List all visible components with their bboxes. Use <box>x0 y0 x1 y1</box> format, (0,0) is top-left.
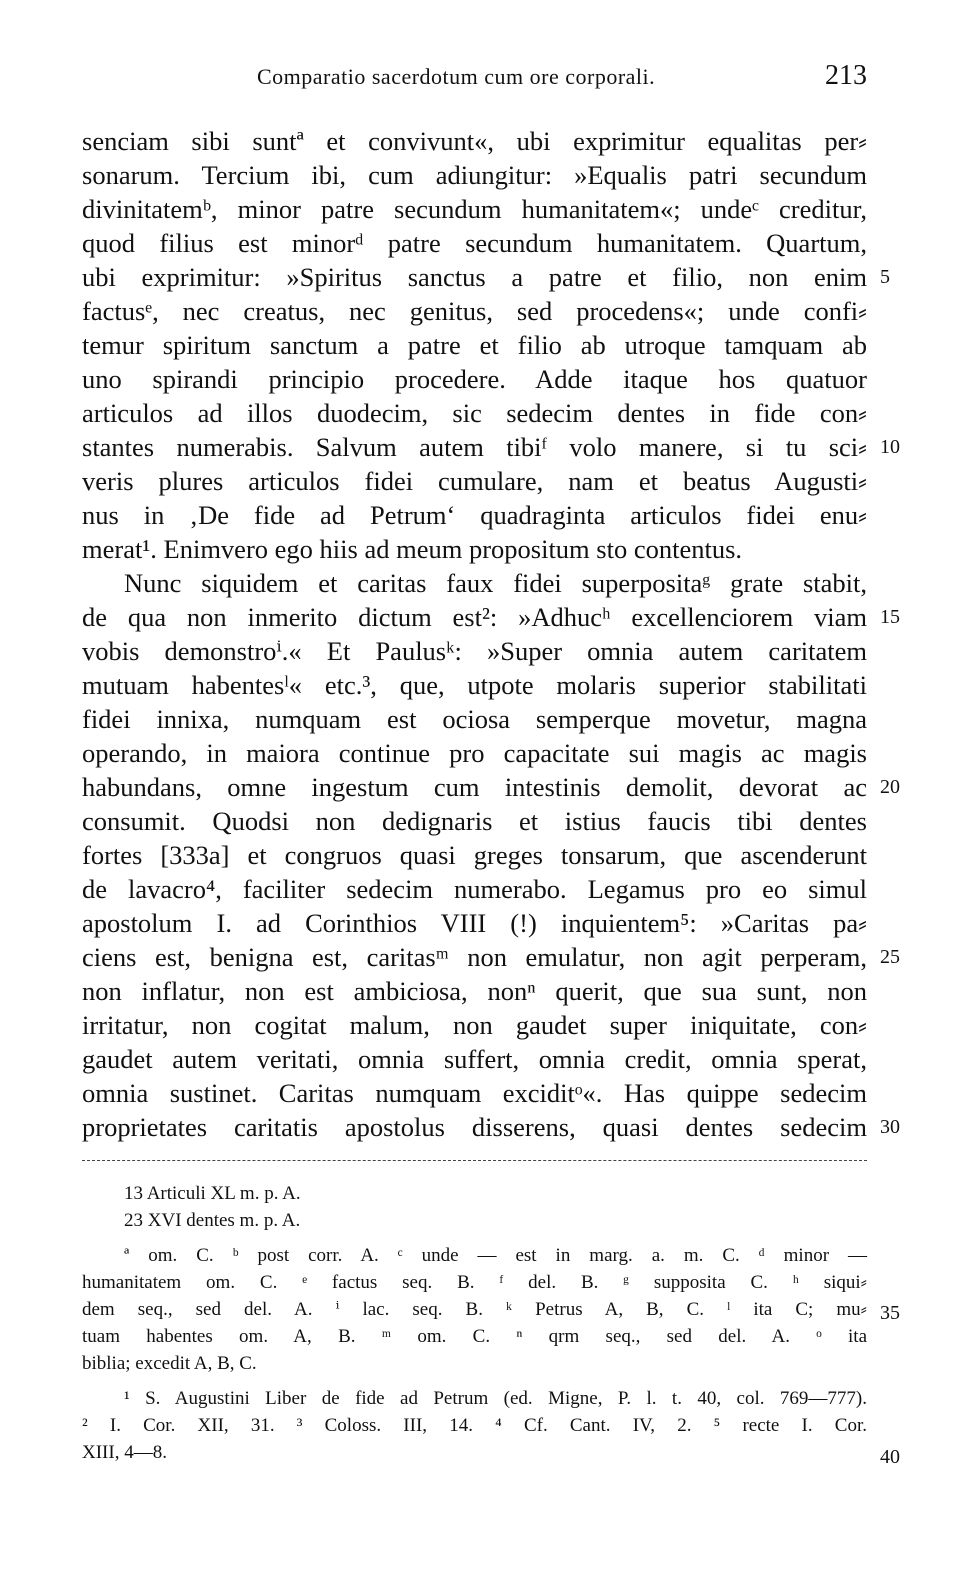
line-number: 5 <box>880 266 890 288</box>
text-line: temur spiritum sanctum a patre et filio ab utroque tamquam ab <box>82 330 867 360</box>
line-note: 23 XVI dentes m. p. A. <box>124 1210 301 1231</box>
text-line: operando, in maiora continue pro capacitate sui magis ac magis <box>82 738 867 768</box>
text-line: habundans, omne ingestum cum intestinis demolit, devorat ac <box>82 772 867 802</box>
text-line: fidei innixa, numquam est ociosa semperque movetur, magna <box>82 704 867 734</box>
text-line: Nunc siquidem et caritas faux fidei superpositaᵍ grate stabit, <box>124 568 867 598</box>
footnote-rule <box>82 1160 867 1161</box>
text-line: fortes [333a] et congruos quasi greges tonsarum, que ascenderunt <box>82 840 867 870</box>
text-line: proprietates caritatis apostolus disserens, quasi dentes sedecim <box>82 1112 867 1142</box>
text-line: ubi exprimitur: »Spiritus sanctus a patre et filio, non enim <box>82 262 867 292</box>
text-line: irritatur, non cogitat malum, non gaudet super iniquitate, con⸗ <box>82 1010 867 1040</box>
text-line: veris plures articulos fidei cumulare, nam et beatus Augusti⸗ <box>82 466 867 496</box>
line-number: 15 <box>880 606 900 628</box>
footnotes <box>82 1180 867 1466</box>
source-note: XIII, 4—8. <box>82 1442 167 1463</box>
apparatus-note: biblia; excedit A, B, C. <box>82 1353 257 1374</box>
text-line: omnia sustinet. Caritas numquam exciditᵒ«. Has quippe sedecim <box>82 1078 867 1108</box>
apparatus-note: humanitatem om. C. ᵉ factus seq. B. ᶠ del. B. ᵍ supposita C. ʰ siqui⸗ <box>82 1272 867 1293</box>
text-line: articulos ad illos duodecim, sic sedecim dentes in fide con⸗ <box>82 398 867 428</box>
text-line: divinitatemᵇ, minor patre secundum humanitatem«; undeᶜ creditur, <box>82 194 867 224</box>
page-number: 213 <box>825 60 867 91</box>
text-line: merat¹. Enimvero ego hiis ad meum propositum sto contentus. <box>82 534 743 564</box>
line-number: 40 <box>880 1446 900 1468</box>
line-number: 10 <box>880 436 900 458</box>
text-line: mutuam habentesˡ« etc.³, que, utpote molaris superior stabilitati <box>82 670 867 700</box>
text-line: quod filius est minorᵈ patre secundum humanitatem. Quartum, <box>82 228 867 258</box>
text-line: apostolum I. ad Corinthios VIII (!) inquientem⁵: »Caritas pa⸗ <box>82 908 867 938</box>
main-text <box>82 124 867 1144</box>
apparatus-note: tuam habentes om. A, B. ᵐ om. C. ⁿ qrm seq., sed del. A. ᵒ ita <box>82 1326 867 1347</box>
text-line: nus in ‚De fide ad Petrum‘ quadraginta articulos fidei enu⸗ <box>82 500 867 530</box>
source-note: ² I. Cor. XII, 31. ³ Coloss. III, 14. ⁴ Cf. Cant. IV, 2. ⁵ recte I. Cor. <box>82 1415 867 1436</box>
text-line: senciam sibi suntª et convivunt«, ubi exprimitur equalitas per⸗ <box>82 126 867 156</box>
text-line: sonarum. Tercium ibi, cum adiungitur: »Equalis patri secundum <box>82 160 867 190</box>
text-line: vobis demonstroⁱ.« Et Paulusᵏ: »Super omnia autem caritatem <box>82 636 867 666</box>
text-line: consumit. Quodsi non dedignaris et istius faucis tibi dentes <box>82 806 867 836</box>
apparatus-note: dem seq., sed del. A. ⁱ lac. seq. B. ᵏ Petrus A, B, C. ˡ ita C; mu⸗ <box>82 1299 867 1320</box>
text-line: uno spirandi principio procedere. Adde itaque hos quatuor <box>82 364 867 394</box>
line-number: 30 <box>880 1116 900 1138</box>
text-line: non inflatur, non est ambiciosa, nonⁿ querit, que sua sunt, non <box>82 976 867 1006</box>
line-number: 20 <box>880 776 900 798</box>
text-line: gaudet autem veritati, omnia suffert, omnia credit, omnia sperat, <box>82 1044 867 1074</box>
text-line: de qua non inmerito dictum est²: »Adhucʰ excellenciorem viam <box>82 602 867 632</box>
line-note: 13 Articuli XL m. p. A. <box>124 1183 301 1204</box>
text-line: de lavacro⁴, faciliter sedecim numerabo. Legamus pro eo simul <box>82 874 867 904</box>
line-number: 35 <box>880 1302 900 1324</box>
line-number: 25 <box>880 946 900 968</box>
source-note: ¹ S. Augustini Liber de fide ad Petrum (ed. Migne, P. l. t. 40, col. 769—777). <box>124 1388 867 1409</box>
text-line: stantes numerabis. Salvum autem tibiᶠ volo manere, si tu sci⸗ <box>82 432 867 462</box>
running-header <box>82 60 867 100</box>
text-line: factusᵉ, nec creatus, nec genitus, sed procedens«; unde confi⸗ <box>82 296 867 326</box>
apparatus-note: ª om. C. ᵇ post corr. A. ᶜ unde — est in marg. a. m. C. ᵈ minor — <box>124 1245 867 1266</box>
running-title: Comparatio sacerdotum cum ore corporali. <box>257 64 656 89</box>
text-line: ciens est, benigna est, caritasᵐ non emulatur, non agit perperam, <box>82 942 867 972</box>
